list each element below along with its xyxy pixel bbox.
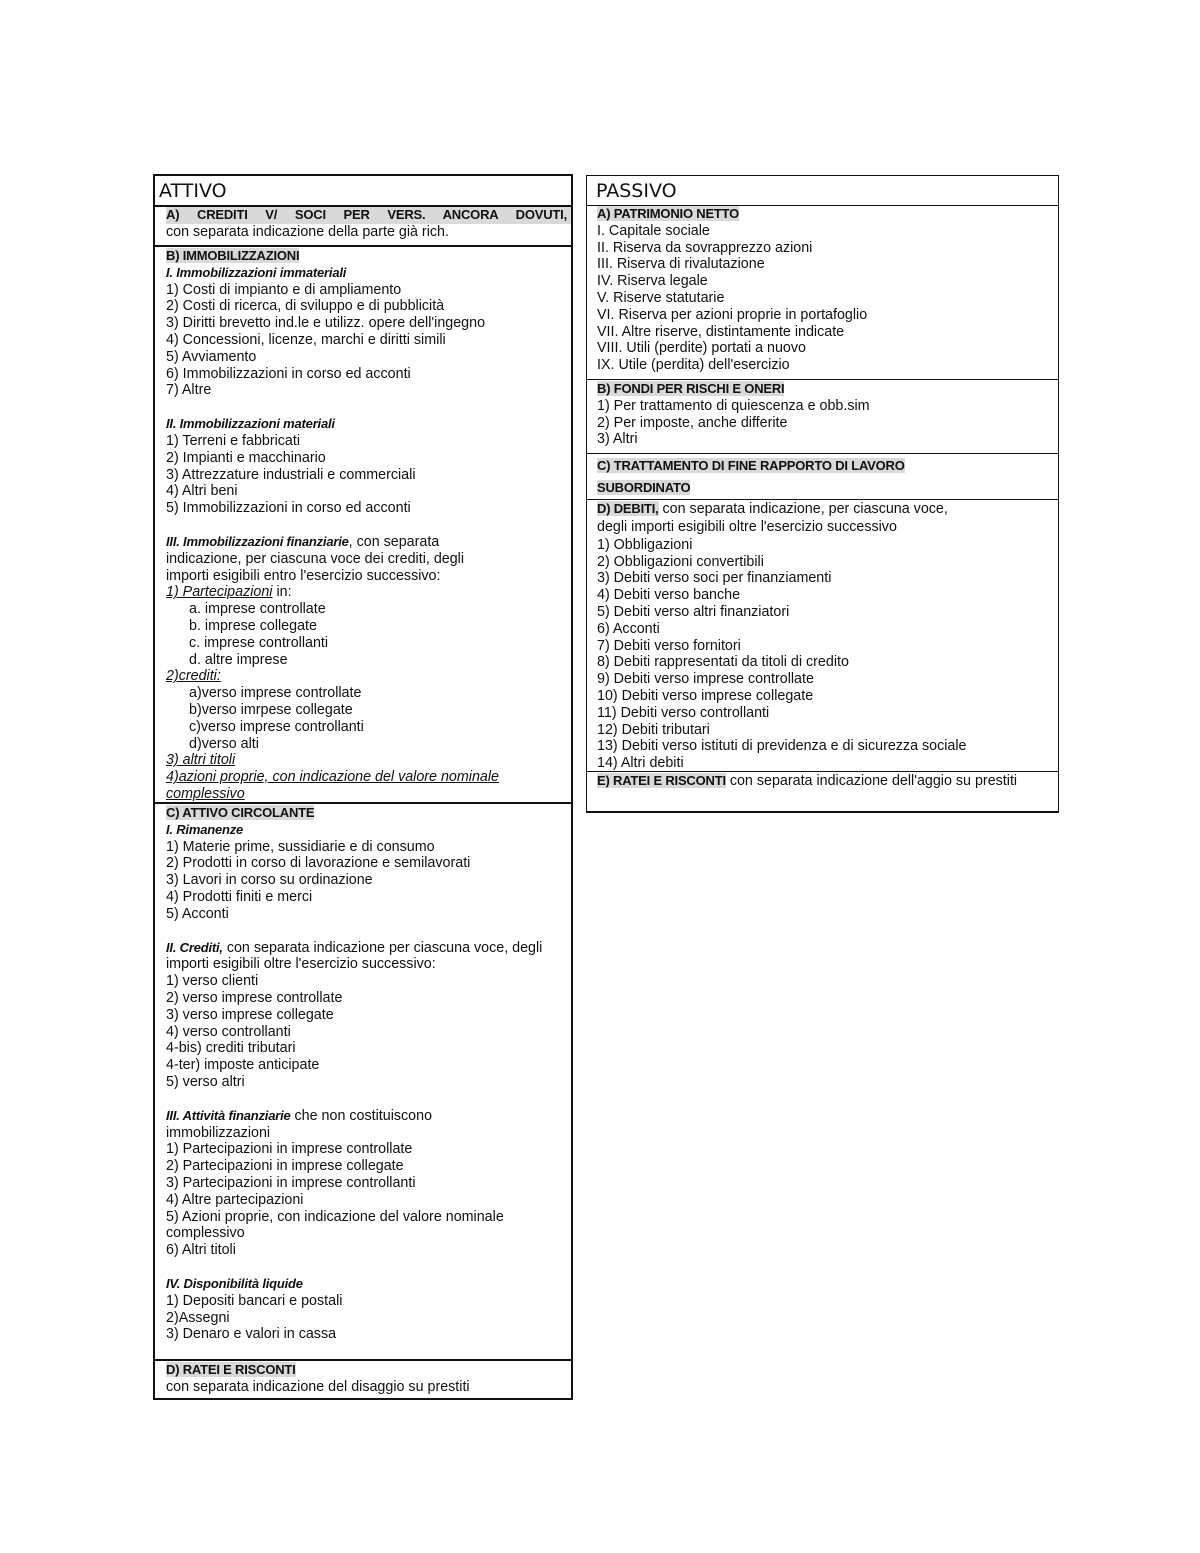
list-item: 4) Prodotti finiti e merci	[166, 888, 313, 905]
list-item: 5) Acconti	[166, 905, 229, 922]
list-item: I. Capitale sociale	[597, 222, 710, 239]
list-item: 1) Materie prime, sussidiarie e di consumo	[166, 838, 435, 855]
attivo-b-iii-part-suffix: in:	[272, 584, 292, 601]
list-item: 5) Debiti verso altri finanziatori	[597, 603, 790, 620]
attivo-c-iii-text: che non costituiscono immobilizzazioni	[166, 1107, 433, 1141]
attivo-c-i-title: I. Rimanenze	[166, 821, 244, 837]
attivo-section-a	[155, 206, 571, 247]
list-item: 11) Debiti verso controllanti	[597, 704, 770, 721]
list-item: 1) Per trattamento di quiescenza e obb.sim	[597, 397, 870, 414]
list-item: 1) Partecipazioni in imprese controllate	[166, 1141, 413, 1158]
attivo-c-header: C) ATTIVO CIRCOLANTE	[166, 805, 315, 820]
list-item: 2) Obbligazioni convertibili	[597, 553, 764, 570]
attivo-b-header: B) IMMOBILIZZAZIONI	[166, 248, 300, 263]
list-item: V. Riserve statutarie	[597, 289, 725, 306]
list-item: 8) Debiti rappresentati da titoli di credito	[597, 654, 849, 671]
list-item: 12) Debiti tributari	[597, 721, 710, 738]
passivo-d-header: D) DEBITI,	[597, 501, 659, 516]
list-item: 4-bis) crediti tributari	[166, 1040, 296, 1057]
list-item: 2) Per imposte, anche differite	[597, 414, 788, 431]
list-item: 7) Debiti verso fornitori	[597, 637, 741, 654]
passivo-section-e	[587, 772, 1058, 812]
list-item: 1) verso clienti	[166, 973, 259, 990]
list-item: 3) Debiti verso soci per finanziamenti	[597, 570, 832, 587]
list-item: 5) Avviamento	[166, 348, 257, 365]
list-item: 4) Debiti verso banche	[597, 587, 741, 604]
passivo-b-list	[597, 398, 1058, 448]
list-item: 2)Assegni	[166, 1309, 230, 1326]
attivo-c-ii-list	[166, 973, 571, 1091]
passivo-column	[586, 175, 1059, 813]
attivo-b-iii-part-list	[166, 601, 571, 668]
list-item: 2) Prodotti in corso di lavorazione e semilavorati	[166, 855, 471, 872]
list-item: 3) Partecipazioni in imprese controllanti	[166, 1174, 416, 1191]
list-item: 6) Altri titoli	[166, 1242, 236, 1259]
attivo-b-iii-intro	[166, 534, 506, 584]
list-item: 2) verso imprese controllate	[166, 989, 343, 1006]
passivo-d-text2: degli importi esigibili oltre l'esercizio successivo	[597, 518, 897, 535]
attivo-section-d	[155, 1361, 571, 1398]
list-item: 7) Altre	[166, 382, 212, 399]
attivo-b-iii-azioni: 4)azioni proprie, con indicazione del valore nominale complessivo	[166, 769, 499, 802]
attivo-b-iii-cred-label: 2)crediti:	[166, 668, 221, 685]
attivo-c-ii-text: con separata indicazione per ciascuna voce, degli importi esigibili oltre l'esercizio successivo:	[166, 939, 543, 973]
list-item: b. imprese collegate	[189, 617, 317, 634]
passivo-section-b	[587, 380, 1058, 454]
passivo-section-a	[587, 205, 1058, 380]
list-item: 3) Lavori in corso su ordinazione	[166, 872, 373, 889]
list-item: d)verso alti	[189, 735, 259, 752]
passivo-d-text1: con separata indicazione, per ciascuna voce,	[658, 501, 948, 517]
attivo-b-ii-list	[166, 433, 571, 517]
list-item: IX. Utile (perdita) dell'esercizio	[597, 357, 790, 374]
list-item: IV. Riserva legale	[597, 273, 708, 290]
attivo-section-b	[155, 247, 571, 804]
list-item: 10) Debiti verso imprese collegate	[597, 687, 814, 704]
passivo-title: PASSIVO	[587, 176, 1058, 206]
list-item: 3) Diritti brevetto ind.le e utilizz. opere dell'ingegno	[166, 315, 486, 332]
attivo-b-iii-title: III. Immobilizzazioni finanziarie	[166, 533, 349, 549]
list-item: II. Riserva da sovrapprezzo azioni	[597, 239, 813, 256]
list-item: 6) Acconti	[597, 620, 660, 637]
passivo-e-header: E) RATEI E RISCONTI	[597, 773, 726, 788]
list-item: 3) Denaro e valori in cassa	[166, 1326, 337, 1343]
attivo-c-iii-intro	[166, 1108, 516, 1142]
list-item: 4-ter) imposte anticipate	[166, 1057, 320, 1074]
attivo-b-ii-title: II. Immobilizzazioni materiali	[166, 416, 335, 432]
attivo-b-iii-partecipazioni	[166, 584, 571, 601]
passivo-section-c	[587, 454, 1058, 500]
attivo-b-iii-altri-titoli: 3) altri titoli	[166, 752, 236, 769]
list-item: 3) Altri	[597, 431, 638, 448]
attivo-c-iii-title: III. Attività finanziarie	[166, 1107, 291, 1123]
attivo-b-iii-cred-list	[166, 685, 571, 752]
attivo-a-header: A) CREDITI V/ SOCI PER VERS. ANCORA DOVUTI,	[166, 207, 571, 224]
list-item: 4) Concessioni, licenze, marchi e diritti simili	[166, 331, 446, 348]
passivo-c-header-line2: SUBORDINATO	[597, 480, 691, 495]
list-item: a. imprese controllate	[189, 601, 326, 618]
list-item: 6) Immobilizzazioni in corso ed acconti	[166, 365, 411, 382]
list-item: VII. Altre riserve, distintamente indicate	[597, 323, 845, 340]
passivo-e-text: con separata indicazione dell'aggio su prestiti	[725, 773, 1018, 789]
list-item: 5) verso altri	[166, 1073, 245, 1090]
list-item: 1) Obbligazioni	[597, 536, 693, 553]
attivo-c-iii-list	[166, 1141, 571, 1259]
list-item: c)verso imprese controllanti	[189, 718, 364, 735]
list-item: 14) Altri debiti	[597, 755, 684, 772]
list-item: 4) Altre partecipazioni	[166, 1191, 304, 1208]
attivo-title: ATTIVO	[155, 176, 571, 207]
attivo-b-iii-part-label: 1) Partecipazioni	[166, 584, 273, 601]
passivo-e-content	[597, 773, 1047, 790]
list-item: 1) Terreni e fabbricati	[166, 432, 301, 449]
list-item: 4) verso controllanti	[166, 1023, 291, 1040]
attivo-d-header: D) RATEI E RISCONTI	[166, 1362, 296, 1377]
list-item: 9) Debiti verso imprese controllate	[597, 671, 814, 688]
list-item: b)verso imrpese collegate	[189, 701, 353, 718]
passivo-c-header-line1: C) TRATTAMENTO DI FINE RAPPORTO DI LAVORO	[597, 458, 905, 473]
attivo-c-iv-title: IV. Disponibilità liquide	[166, 1275, 303, 1291]
list-item: 2) Costi di ricerca, di sviluppo e di pubblicità	[166, 298, 445, 315]
passivo-a-header: A) PATRIMONIO NETTO	[597, 206, 740, 221]
passivo-d-intro	[597, 501, 1058, 518]
attivo-c-i-list	[166, 839, 571, 923]
list-item: III. Riserva di rivalutazione	[597, 256, 765, 273]
list-item: 3) verso imprese collegate	[166, 1006, 334, 1023]
attivo-c-iv-list	[166, 1293, 571, 1343]
list-item: VI. Riserva per azioni proprie in portafoglio	[597, 306, 868, 323]
list-item: 5) Azioni proprie, con indicazione del valore nominale complessivo	[166, 1208, 504, 1242]
passivo-b-header: B) FONDI PER RISCHI E ONERI	[597, 381, 785, 396]
list-item: 3) Attrezzature industriali e commerciali	[166, 466, 416, 483]
attivo-c-ii-intro	[166, 940, 546, 974]
list-item: 5) Immobilizzazioni in corso ed acconti	[166, 500, 411, 517]
list-item: d. altre imprese	[189, 651, 288, 668]
list-item: 2) Partecipazioni in imprese collegate	[166, 1158, 404, 1175]
list-item: c. imprese controllanti	[189, 634, 329, 651]
attivo-b-i-title: I. Immobilizzazioni immateriali	[166, 264, 347, 280]
attivo-d-text: con separata indicazione del disaggio su prestiti	[166, 1378, 470, 1395]
attivo-column	[153, 174, 573, 1400]
list-item: 4) Altri beni	[166, 483, 238, 500]
list-item: 1) Costi di impianto e di ampliamento	[166, 281, 402, 298]
list-item: 2) Impianti e macchinario	[166, 449, 326, 466]
passivo-a-list	[597, 223, 1058, 374]
attivo-c-ii-title: II. Crediti,	[166, 939, 223, 955]
passivo-section-d	[587, 500, 1058, 772]
list-item: VIII. Utili (perdite) portati a nuovo	[597, 340, 806, 357]
attivo-section-c	[155, 804, 571, 1361]
attivo-b-i-list	[166, 282, 571, 400]
list-item: 13) Debiti verso istituti di previdenza e di sicurezza sociale	[597, 738, 967, 755]
attivo-a-text: con separata indicazione della parte già rich.	[166, 223, 449, 240]
passivo-d-list	[597, 537, 1058, 772]
list-item: a)verso imprese controllate	[189, 685, 362, 702]
attivo-b-iii-text: , con separata indicazione, per ciascuna voce dei crediti, degli importi esigibili entro l'esercizio successivo:	[166, 533, 465, 584]
list-item: 1) Depositi bancari e postali	[166, 1292, 343, 1309]
